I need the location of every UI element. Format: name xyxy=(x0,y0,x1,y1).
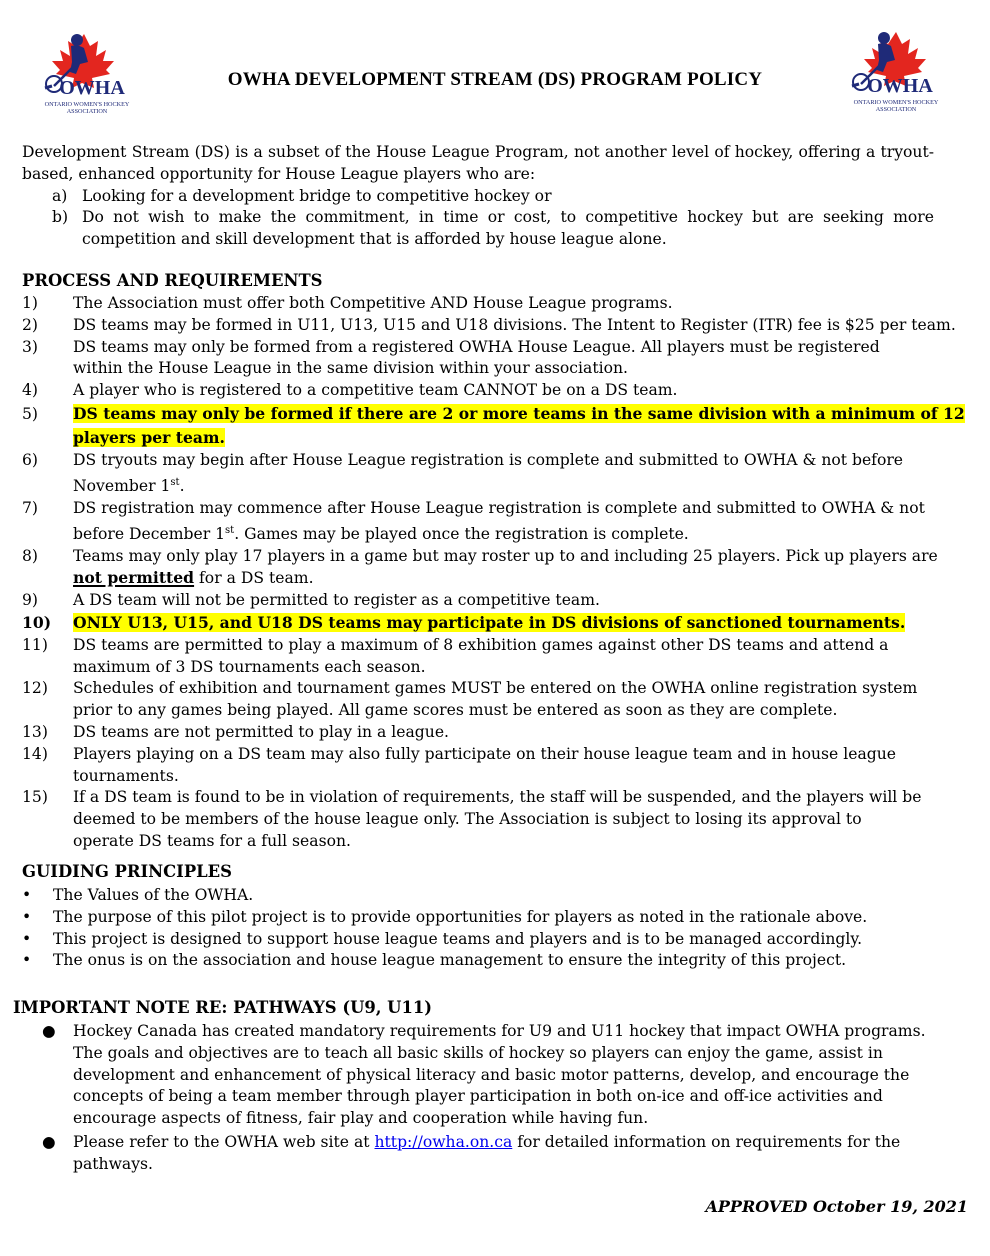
pathways-heading: IMPORTANT NOTE RE: PATHWAYS (U9, U11) xyxy=(13,998,433,1017)
process-item xyxy=(22,590,967,612)
guiding-heading: GUIDING PRINCIPLES xyxy=(22,862,233,881)
process-heading: PROCESS AND REQUIREMENTS xyxy=(22,271,323,290)
item-number: 12) xyxy=(22,679,48,698)
item-number: 9) xyxy=(22,591,39,610)
item-text: DS teams are not permitted to play in a league. xyxy=(73,722,450,741)
intro-item-text: Looking for a development bridge to competitive hockey or xyxy=(82,186,552,205)
pathways-list xyxy=(42,1021,960,1176)
guiding-item: • This project is designed to support house league teams and players and is to be managed accordingly. xyxy=(22,929,967,951)
item-text: The Association must offer both Competitive AND House League programs. xyxy=(73,294,673,312)
bullet-icon: • xyxy=(22,929,32,948)
pathways-item: ● Hockey Canada has created mandatory requirements for U9 and U11 hockey that impact OWHA programs. The goals and objectives are to teach all basic skills of hockey so players can enjoy the game, assist in development and enhancement of physical literacy and basic motor patterns, develop, and encourage the concepts of being a team member through player participation in both on-ice and off-ice activities and encourage aspects of fitness, fair play and cooperation while having fun. xyxy=(42,1021,960,1130)
svg-text:OWHA: OWHA xyxy=(867,75,933,97)
process-item-highlighted xyxy=(22,612,967,635)
process-item xyxy=(22,635,967,679)
process-item-highlighted xyxy=(22,402,967,450)
emphasis-text: not permitted xyxy=(73,568,195,588)
process-item xyxy=(22,546,967,591)
svg-text:ONTARIO WOMEN'S HOCKEY: ONTARIO WOMEN'S HOCKEY xyxy=(853,99,939,106)
intro-item xyxy=(22,186,934,208)
process-item xyxy=(22,293,967,315)
intro-item-marker: a) xyxy=(52,186,68,205)
guiding-item: • The Values of the OWHA. xyxy=(22,885,967,907)
item-text: A DS team will not be permitted to register as a competitive team. xyxy=(73,591,600,610)
process-item xyxy=(22,450,967,498)
process-item xyxy=(22,678,967,722)
intro-item-marker: b) xyxy=(52,208,69,227)
guiding-item: • The onus is on the association and house league management to ensure the integrity of this project. xyxy=(22,950,967,972)
item-text: DS tryouts may begin after House League registration is complete and submitted to OWHA & not before November 1st. xyxy=(73,450,904,495)
process-item xyxy=(22,315,967,337)
item-text: A player who is registered to a competitive team CANNOT be on a DS team. xyxy=(73,381,678,400)
owha-website-link[interactable]: http://owha.on.ca xyxy=(374,1132,513,1151)
item-text: Teams may only play 17 players in a game but may roster up to and including 25 players. Pick up players are not permitted for a DS team. xyxy=(73,546,938,588)
guiding-item: • The purpose of this pilot project is to provide opportunities for players as noted in the rationale above. xyxy=(22,907,967,929)
process-item xyxy=(22,722,967,744)
intro-paragraph: Development Stream (DS) is a subset of the House League Program, not another level of hockey, offering a tryout-based, enhanced opportunity for House League players who are: xyxy=(22,143,934,183)
bullet-icon: • xyxy=(22,951,32,970)
approved-date: APPROVED October 19, 2021 xyxy=(705,1197,968,1216)
item-number: 11) xyxy=(22,635,48,654)
item-number: 14) xyxy=(22,744,48,763)
item-number: 1) xyxy=(22,294,39,312)
svg-text:ONTARIO WOMEN'S HOCKEY: ONTARIO WOMEN'S HOCKEY xyxy=(44,101,130,108)
intro-item-text: Do not wish to make the commitment, in time or cost, to competitive hockey but are seeking more competition and skill development that is afforded by house league alone. xyxy=(82,208,934,249)
bullet-icon: ● xyxy=(42,1022,56,1040)
highlighted-text: ONLY U13, U15, and U18 DS teams may participate in DS divisions of sanctioned tournaments. xyxy=(73,612,906,632)
item-text: DS registration may commence after House League registration is complete and submitted to OWHA & not before December 1st. Games may be played once the registration is complete. xyxy=(73,498,925,543)
guiding-list xyxy=(22,885,967,972)
process-item xyxy=(22,337,967,381)
item-number: 7) xyxy=(22,498,39,517)
item-number: 6) xyxy=(22,450,39,469)
document-title: OWHA DEVELOPMENT STREAM (DS) PROGRAM POLICY xyxy=(227,69,763,90)
item-number: 2) xyxy=(22,315,39,334)
process-item xyxy=(22,380,967,402)
item-text: DS teams may be formed in U11, U13, U15 and U18 divisions. The Intent to Register (ITR) fee is $25 per team. xyxy=(73,315,956,334)
item-number: 13) xyxy=(22,722,48,741)
pathways-item: ● Please refer to the OWHA web site at http://owha.on.ca for detailed information on requirements for the pathways. xyxy=(42,1132,960,1176)
bullet-icon: ● xyxy=(42,1132,56,1151)
item-text: DS teams may only be formed from a registered OWHA House League. All players must be registered within the House League in the same division within your association. xyxy=(73,337,880,378)
item-number: 8) xyxy=(22,546,39,565)
bullet-icon: • xyxy=(22,886,32,904)
process-item xyxy=(22,744,967,788)
item-number: 4) xyxy=(22,381,39,400)
process-item xyxy=(22,498,967,546)
item-text: Schedules of exhibition and tournament games MUST be entered on the OWHA online registration system prior to any games being played. All game scores must be entered as soon as they are complete. xyxy=(73,679,918,720)
item-number: 10) xyxy=(22,612,52,632)
svg-text:OWHA: OWHA xyxy=(59,77,125,99)
process-list xyxy=(22,293,967,853)
item-number: 5) xyxy=(22,404,39,423)
item-number: 3) xyxy=(22,337,39,356)
highlighted-text: DS teams may only be formed if there are 2 or more teams in the same division with a minimum of 12 players per team. xyxy=(73,403,965,447)
item-text: Players playing on a DS team may also fully participate on their house league team and in house league tournaments. xyxy=(73,744,897,785)
item-text: If a DS team is found to be in violation of requirements, the staff will be suspended, and the players will be deemed to be members of the house league only. The Association is subject to losing its approval to operate DS teams for a full season. xyxy=(73,788,922,850)
bullet-icon: • xyxy=(22,907,32,926)
process-item xyxy=(22,787,967,852)
item-text: DS teams are permitted to play a maximum of 8 exhibition games against other DS teams and attend a maximum of 3 DS tournaments each season. xyxy=(73,635,889,676)
intro-section xyxy=(22,142,934,251)
svg-text:ASSOCIATION: ASSOCIATION xyxy=(66,108,108,115)
intro-item xyxy=(22,207,934,251)
svg-text:ASSOCIATION: ASSOCIATION xyxy=(875,106,917,113)
item-number: 15) xyxy=(22,788,48,807)
